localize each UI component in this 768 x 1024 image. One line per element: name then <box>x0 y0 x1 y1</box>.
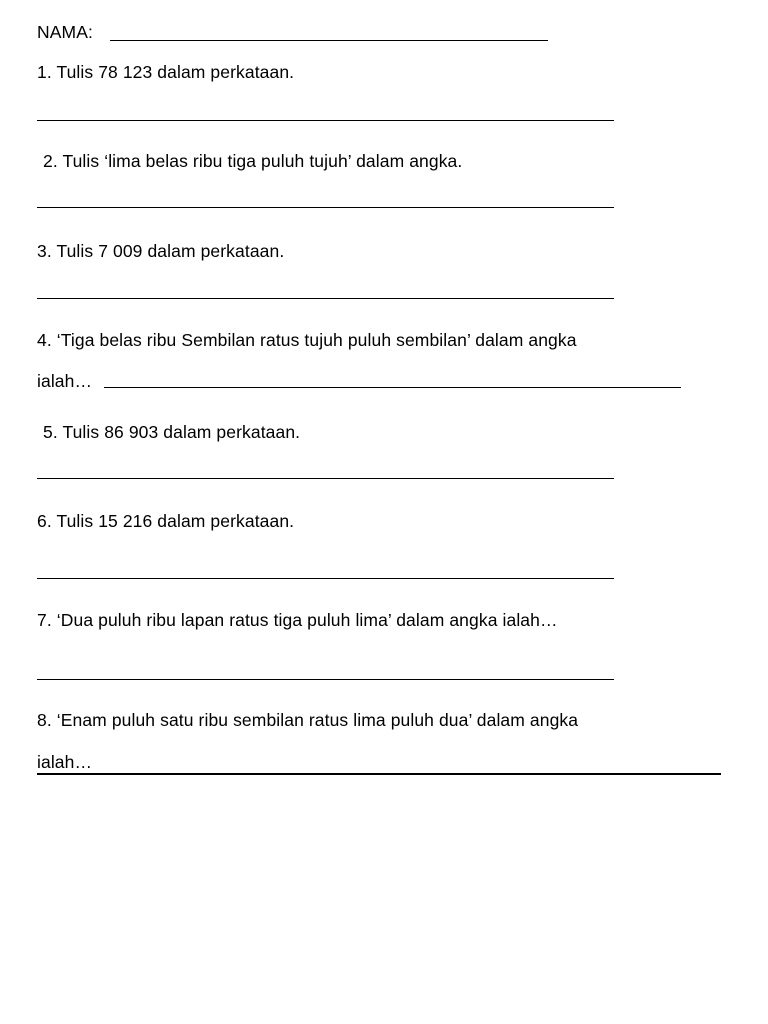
question-8-text: 8. ‘Enam puluh satu ribu sembilan ratus lima puluh dua’ dalam angka <box>37 710 579 730</box>
question-1-text: 1. Tulis 78 123 dalam perkataan. <box>37 62 295 82</box>
question-3-answer-line[interactable] <box>37 298 614 299</box>
question-6-answer-line[interactable] <box>37 578 614 579</box>
question-7-answer-line[interactable] <box>37 679 614 680</box>
question-3-text: 3. Tulis 7 009 dalam perkataan. <box>37 241 285 261</box>
question-7-text: 7. ‘Dua puluh ribu lapan ratus tiga puluh lima’ dalam angka ialah… <box>37 610 558 630</box>
question-2-answer-line[interactable] <box>37 207 614 208</box>
name-label: NAMA: <box>37 22 93 42</box>
question-6-text: 6. Tulis 15 216 dalam perkataan. <box>37 511 295 531</box>
question-8-continuation: ialah… <box>37 752 93 772</box>
question-1-answer-line[interactable] <box>37 120 614 121</box>
question-4-answer-line[interactable] <box>104 387 681 388</box>
question-4-continuation: ialah… <box>37 371 93 391</box>
question-2-text: 2. Tulis ‘lima belas ribu tiga puluh tujuh’ dalam angka. <box>43 151 463 171</box>
name-answer-line[interactable] <box>110 40 548 41</box>
question-5-text: 5. Tulis 86 903 dalam perkataan. <box>43 422 301 442</box>
question-5-answer-line[interactable] <box>37 478 614 479</box>
question-8-answer-line[interactable] <box>37 773 721 775</box>
question-4-text: 4. ‘Tiga belas ribu Sembilan ratus tujuh puluh sembilan’ dalam angka <box>37 330 577 350</box>
